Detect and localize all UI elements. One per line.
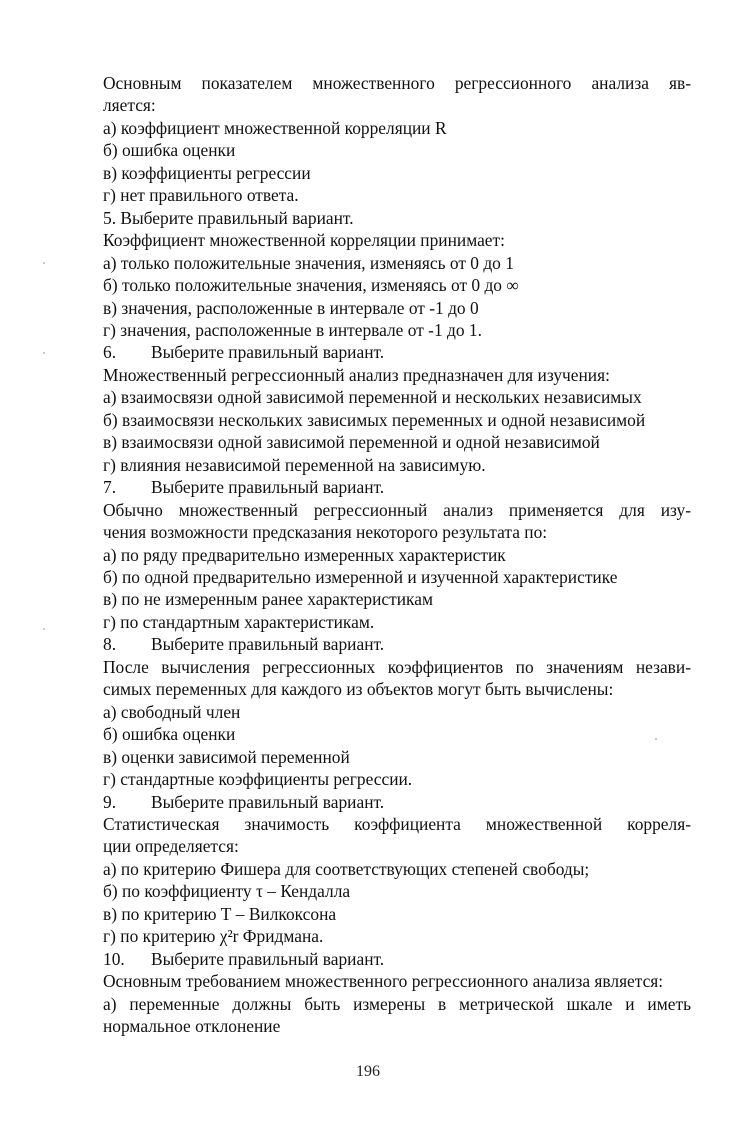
scan-speck (43, 262, 45, 264)
question-number: 10. (103, 948, 125, 969)
text-line: в) оценки зависимой переменной (103, 746, 350, 767)
text-line: Обычно множественный регрессионный анализ применяется для изу- (103, 499, 691, 520)
text-line: в) коэффициенты регрессии (103, 162, 311, 183)
text-line: а) взаимосвязи одной зависимой переменной и нескольких независимых (103, 387, 642, 408)
question-heading-text: Выберите правильный вариант. (151, 948, 385, 969)
text-line: 5. Выберите правильный вариант. (103, 207, 354, 228)
scan-speck (43, 628, 45, 630)
text-line: г) по стандартным характеристикам. (103, 611, 375, 632)
question-heading-text: Выберите правильный вариант. (151, 342, 385, 363)
question-heading (103, 476, 691, 498)
question-heading-text: Выберите правильный вариант. (151, 477, 385, 498)
text-line: а) коэффициент множественной корреляции R (103, 117, 447, 138)
text-line: б) только положительные значения, изменяясь от 0 до ∞ (103, 275, 519, 296)
text-line: в) по критерию Т – Вилкоксона (103, 903, 337, 924)
text-line: ции определяется: (103, 836, 239, 857)
text-line: ляется: (103, 95, 156, 116)
question-number: 8. (103, 634, 117, 655)
question-number: 6. (103, 342, 117, 363)
text-line: г) по критерию χ²r Фридмана. (103, 926, 324, 947)
question-heading-text: Выберите правильный вариант. (151, 791, 385, 812)
question-heading (103, 948, 691, 970)
text-line: симых переменных для каждого из объектов могут быть вычислены: (103, 679, 614, 700)
text-line: а) только положительные значения, изменяясь от 0 до 1 (103, 252, 514, 273)
text-line: г) стандартные коэффициенты регрессии. (103, 769, 413, 790)
scan-speck (43, 352, 45, 354)
text-line: г) значения, расположенные в интервале от -1 до 1. (103, 319, 482, 340)
question-heading (103, 341, 691, 363)
question-heading-text: Выберите правильный вариант. (151, 634, 385, 655)
question-heading (103, 633, 691, 655)
text-line: б) ошибка оценки (103, 140, 236, 161)
text-line: г) влияния независимой переменной на зависимую. (103, 454, 486, 475)
text-line: в) взаимосвязи одной зависимой переменной и одной независимой (103, 432, 600, 453)
text-line: Коэффициент множественной корреляции принимает: (103, 230, 505, 251)
page-number: 196 (356, 1063, 380, 1080)
text-line: нормальное отклонение (103, 1016, 281, 1037)
text-line: в) значения, расположенные в интервале от -1 до 0 (103, 297, 479, 318)
question-number: 9. (103, 791, 117, 812)
text-line: г) нет правильного ответа. (103, 185, 299, 206)
text-line: в) по не измеренным ранее характеристикам (103, 589, 433, 610)
text-line: Статистическая значимость коэффициента множественной корреля- (103, 813, 691, 834)
text-line: б) взаимосвязи нескольких зависимых переменных и одной независимой (103, 409, 646, 430)
text-line: а) по критерию Фишера для соответствующих степеней свободы; (103, 858, 590, 879)
text-line: После вычисления регрессионных коэффициентов по значениям незави- (103, 656, 691, 677)
text-line: б) ошибка оценки (103, 724, 236, 745)
text-line: а) переменные должны быть измерены в метрической шкале и иметь (103, 993, 691, 1014)
text-line: а) свободный член (103, 701, 241, 722)
question-heading (103, 791, 691, 813)
text-line: чения возможности предсказания некоторого результата по: (103, 522, 548, 543)
text-line: Основным показателем множественного регрессионного анализа яв- (103, 73, 691, 93)
text-line: б) по одной предварительно измеренной и изученной характеристике (103, 566, 618, 587)
question-number: 7. (103, 477, 117, 498)
text-line: Множественный регрессионный анализ предназначен для изучения: (103, 364, 610, 385)
scan-speck (655, 738, 657, 740)
text-line: б) по коэффициенту τ – Кендалла (103, 881, 351, 902)
question-text-body (103, 72, 691, 1037)
text-line: а) по ряду предварительно измеренных характеристик (103, 544, 506, 565)
text-line: Основным требованием множественного регрессионного анализа является: (103, 971, 664, 992)
